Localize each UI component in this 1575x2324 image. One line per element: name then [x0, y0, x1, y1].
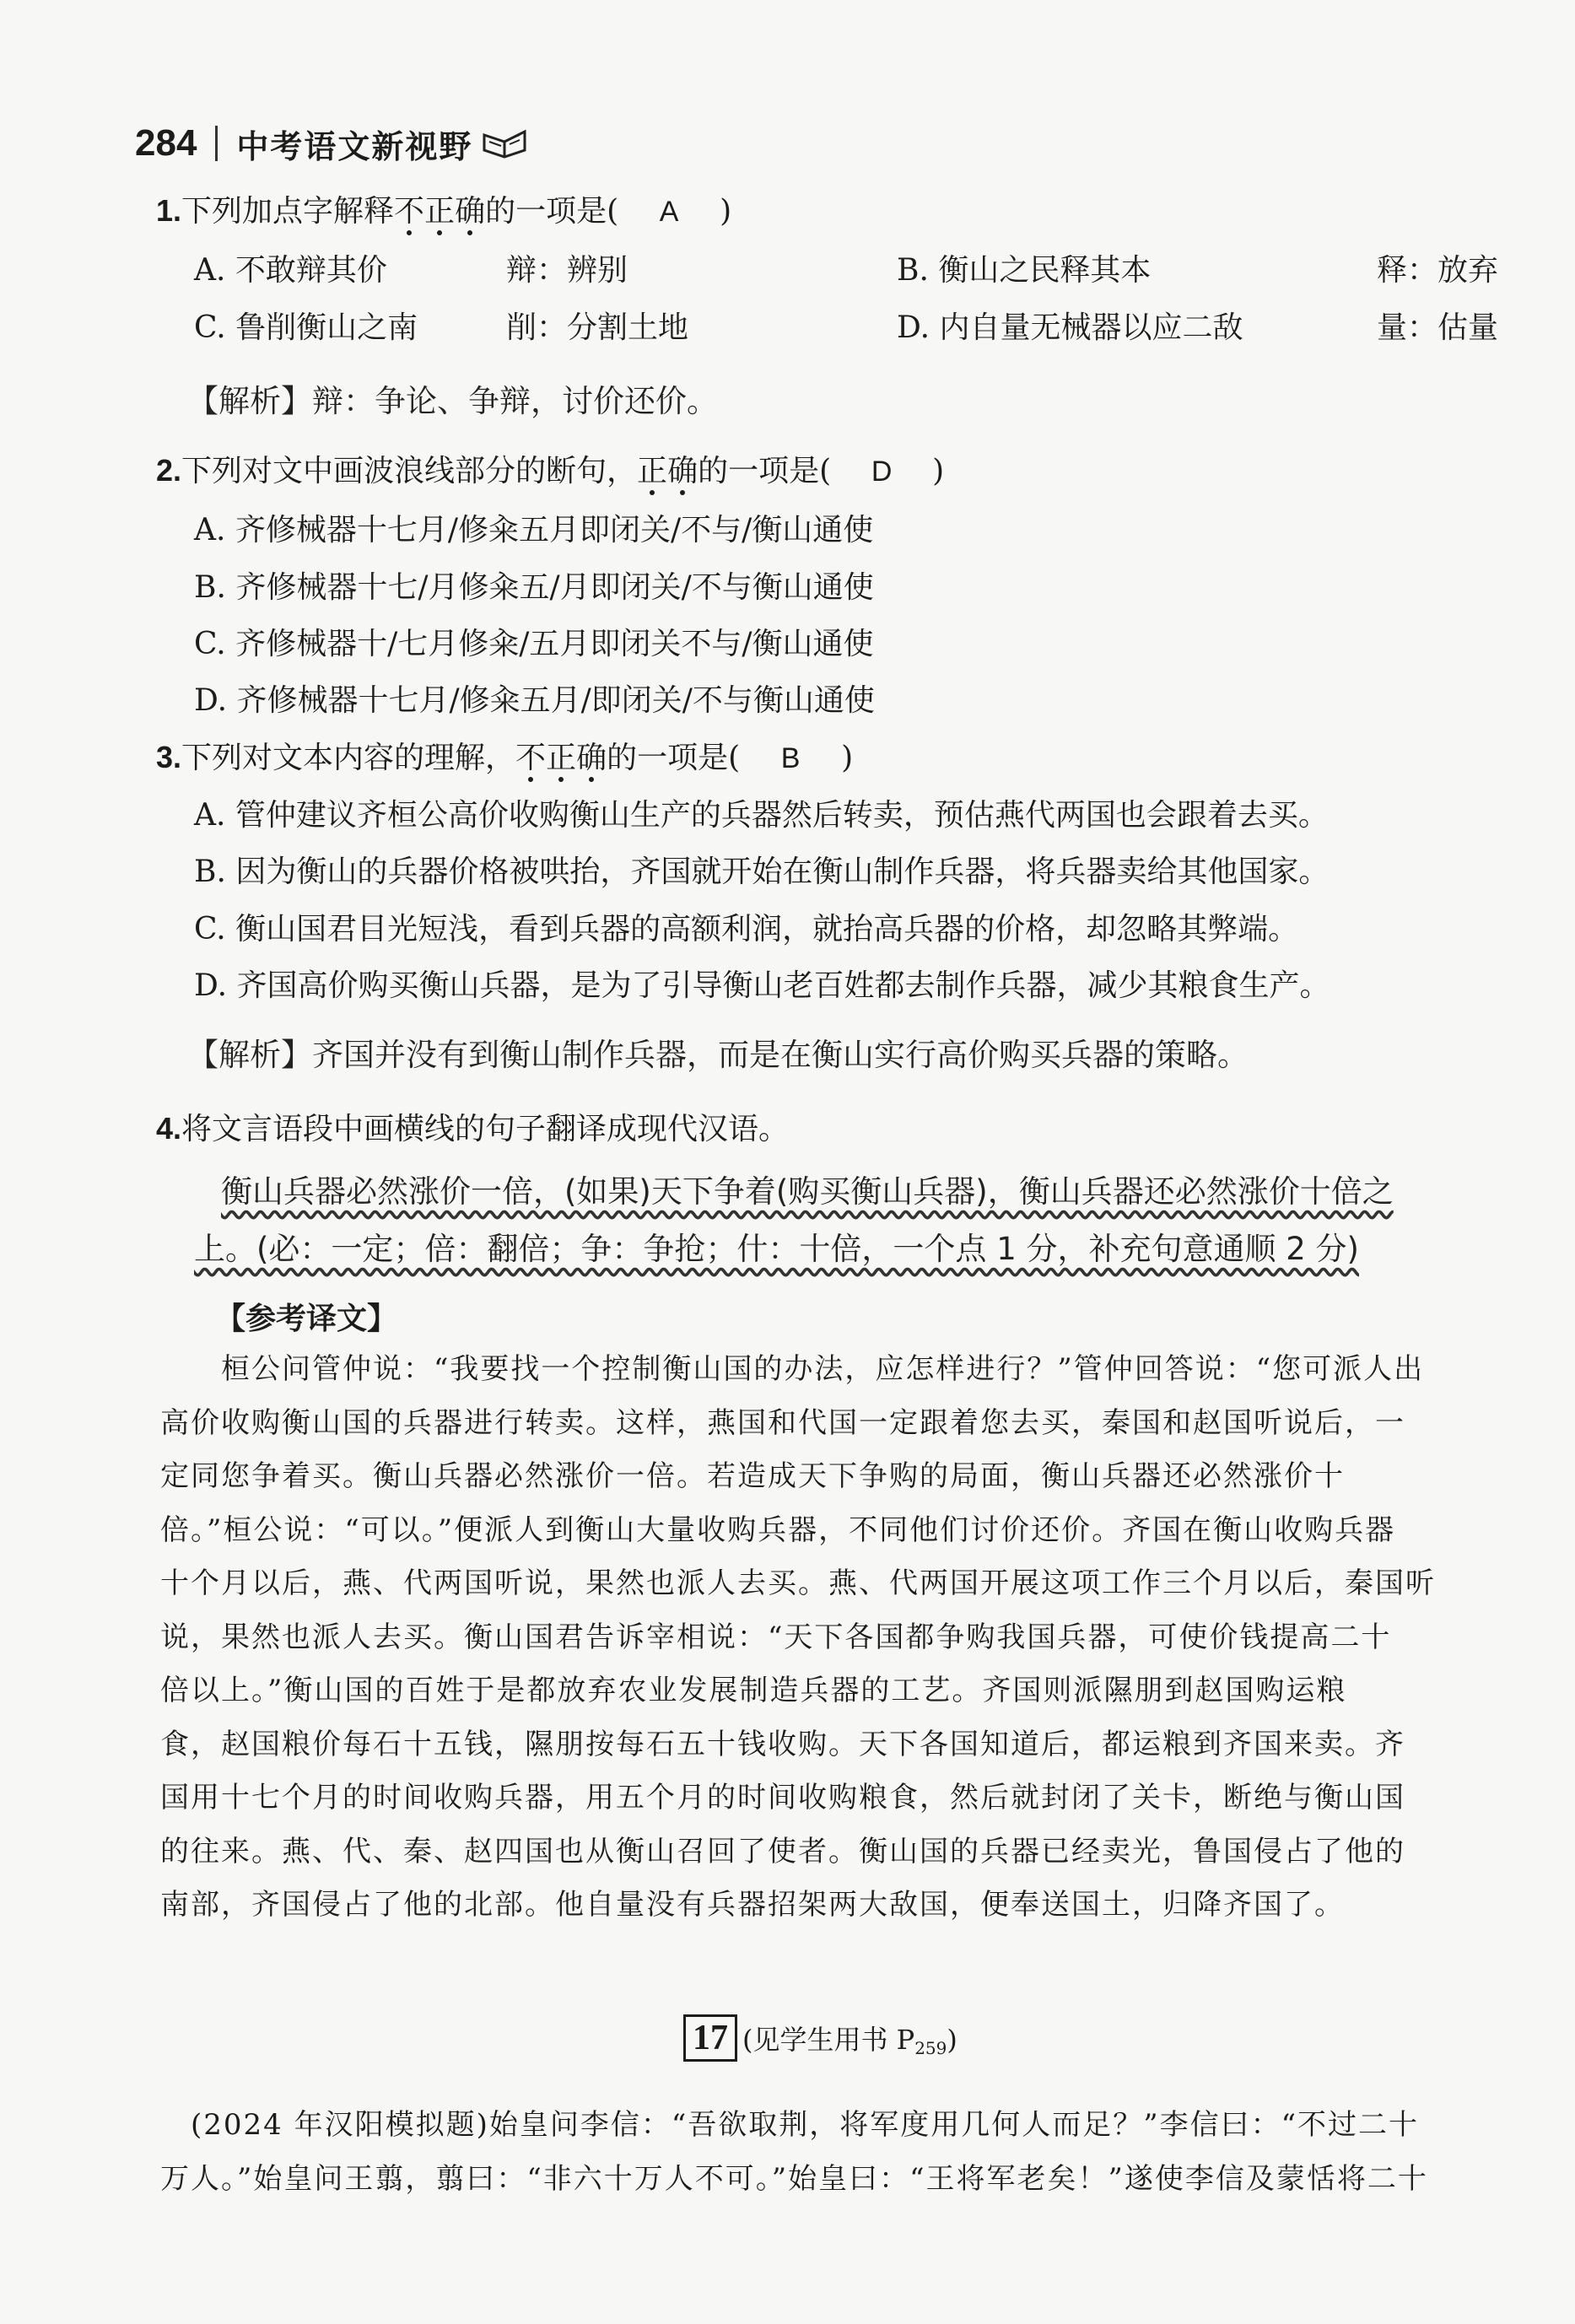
- question-number: 1.: [156, 193, 182, 228]
- stem-text: 下列对文本内容的理解，: [181, 741, 516, 775]
- question-1-stem: [156, 187, 731, 230]
- stem-text: 下列加点字解释: [181, 194, 395, 229]
- stem-text: ): [720, 194, 732, 229]
- q1-option-d-gloss: 量：估量: [1377, 310, 1499, 345]
- translation-line: [160, 1343, 1510, 1397]
- note-page-number: 259: [914, 2037, 947, 2058]
- dotted-char: 确: [667, 454, 699, 488]
- q3-option-b: B. 因为衡山的兵器价格被哄抬，齐国就开始在衡山制作兵器，将兵器卖给其他国家。: [194, 855, 1330, 889]
- stem-text: 的一项是(: [698, 454, 832, 488]
- q2-option-b: B. 齐修械器十七/月修籴五/月即闭关/不与衡山通使: [194, 570, 874, 605]
- translation-line: 南部，齐国侵占了他的北部。他自量没有兵器招架两大敌国，便奉送国土，归降齐国了。: [160, 1888, 1345, 1922]
- translation-line: 倍以上。”衡山国的百姓于是都放弃农业发展制造兵器的工艺。齐国则派隰朋到赵国购运粮: [160, 1674, 1347, 1707]
- reference-translation: [160, 1343, 1510, 1933]
- q1-option-b-gloss: 释：放弃: [1377, 253, 1499, 288]
- translation-line: 说，果然也派人去买。衡山国君告诉宰相说：“天下各国都争购我国兵器，可使价钱提高二十: [160, 1620, 1392, 1654]
- q1-option-c: C. 鲁削衡山之南: [194, 310, 418, 345]
- translation-line: 食，赵国粮价每石十五钱，隰朋按每石五十钱收购。天下各国知道后，都运粮到齐国来卖。齐: [160, 1727, 1405, 1761]
- passage-line: 万人。”始皇问王翦，翦曰：“非六十万人不可。”始皇曰：“王将军老矣！”遂使李信及蒙恬将二十: [160, 2161, 1428, 2196]
- section-17-heading: [683, 2014, 957, 2062]
- q2-option-d: D. 齐修械器十七月/修籴五月/即闭关/不与衡山通使: [194, 683, 875, 718]
- question-4-stem: [156, 1105, 789, 1148]
- note-text: (见学生用书 P: [742, 2023, 915, 2056]
- dotted-char: 正: [637, 454, 668, 488]
- stem-text: 将文言语段中画横线的句子翻译成现代汉语。: [181, 1112, 790, 1146]
- translation-line: 的往来。燕、代、秦、赵四国也从衡山召回了使者。衡山国的兵器已经卖光，鲁国侵占了他的: [160, 1834, 1405, 1868]
- question-number: 4.: [156, 1111, 182, 1146]
- reference-title: 【参考译文】: [215, 1302, 398, 1336]
- section-reference-note: [742, 2019, 957, 2058]
- q3-option-c: C. 衡山国君目光短浅，看到兵器的高额利润，就抬高兵器的价格，却忽略其弊端。: [194, 912, 1299, 946]
- header-divider: [215, 126, 218, 161]
- question-3-stem: [156, 734, 853, 777]
- open-book-icon: [481, 125, 528, 162]
- dotted-char: 正: [424, 194, 456, 229]
- q1-option-a: A. 不敢辩其价: [194, 253, 387, 288]
- stem-text: 的一项是(: [607, 741, 741, 775]
- page-header: [135, 118, 528, 169]
- dotted-char: 不: [515, 741, 547, 775]
- passage-text: (2024 年汉阳模拟题)始皇问李信：“吾欲取荆，将军度用几何人而足？”李信曰：“不过二十: [191, 2108, 1420, 2142]
- book-title: 中考语文新视野: [236, 127, 473, 165]
- q3-option-a: A. 管仲建议齐桓公高价收购衡山生产的兵器然后转卖，预估燕代两国也会跟着去买。: [194, 798, 1329, 833]
- stem-text: 下列对文中画波浪线部分的断句，: [181, 454, 638, 488]
- stem-text: ): [932, 454, 945, 488]
- q2-option-a: A. 齐修械器十七月/修籴五月即闭关/不与/衡山通使: [194, 513, 874, 547]
- translation-line: 倍。”桓公说：“可以。”便派人到衡山大量收购兵器，不同他们讨价还价。齐国在衡山收购兵器: [160, 1512, 1396, 1547]
- q1-option-d: D. 内自量无械器以应二敌: [897, 310, 1243, 345]
- answer-mark: D: [871, 456, 893, 488]
- translation-line: 高价收购衡山国的兵器进行转卖。这样，燕国和代国一定跟着您去买，秦国和赵国听说后，一: [160, 1405, 1405, 1440]
- page-number: 284: [135, 122, 197, 164]
- dotted-char: 不: [394, 194, 425, 229]
- section-number-box: 17: [683, 2014, 737, 2062]
- q3-analysis: 【解析】齐国并没有到衡山制作兵器，而是在衡山实行高价购买兵器的策略。: [187, 1037, 1249, 1073]
- translation-line: 国用十七个月的时间收购兵器，用五个月的时间收购粮食，然后就封闭了关卡，断绝与衡山国: [160, 1781, 1405, 1814]
- next-passage: [160, 2099, 1510, 2206]
- question-number: 3.: [156, 740, 182, 774]
- translation-text: 桓公问管仲说：“我要找一个控制衡山国的办法，应怎样进行？”管仲回答说：“您可派人出: [221, 1352, 1425, 1386]
- q3-option-d: D. 齐国高价购买衡山兵器，是为了引导衡山老百姓都去制作兵器，减少其粮食生产。: [194, 968, 1330, 1003]
- note-text: ): [947, 2023, 957, 2056]
- stem-text: 的一项是(: [485, 194, 619, 229]
- q2-option-c: C. 齐修械器十/七月修籴/五月即闭关不与/衡山通使: [194, 627, 874, 661]
- passage-line: [160, 2099, 1510, 2153]
- q1-option-a-gloss: 辩：辨别: [506, 253, 628, 288]
- answer-mark: B: [780, 742, 801, 774]
- q4-answer-line-2: 上。(必：一定；倍：翻倍；争：争抢；什：十倍，一个点 1 分，补充句意通顺 2 分): [194, 1231, 1359, 1267]
- dotted-char: 确: [576, 741, 607, 775]
- q1-option-c-gloss: 削：分割土地: [506, 310, 689, 345]
- q1-option-b: B. 衡山之民释其本: [897, 253, 1152, 288]
- dotted-char: 正: [546, 741, 577, 775]
- stem-text: ): [841, 741, 854, 775]
- translation-line: 十个月以后，燕、代两国听说，果然也派人去买。燕、代两国开展这项工作三个月以后，秦国听: [160, 1566, 1436, 1600]
- q1-analysis: 【解析】辩：争论、争辩，讨价还价。: [187, 383, 718, 419]
- question-2-stem: [156, 447, 944, 490]
- dotted-char: 确: [455, 194, 486, 229]
- question-number: 2.: [156, 453, 182, 488]
- answer-mark: A: [659, 196, 679, 228]
- q4-answer-line-1: 衡山兵器必然涨价一倍，(如果)天下争着(购买衡山兵器)，衡山兵器还必然涨价十倍之: [221, 1173, 1394, 1210]
- translation-line: 定同您争着买。衡山兵器必然涨价一倍。若造成天下争购的局面，衡山兵器还必然涨价十: [160, 1459, 1345, 1493]
